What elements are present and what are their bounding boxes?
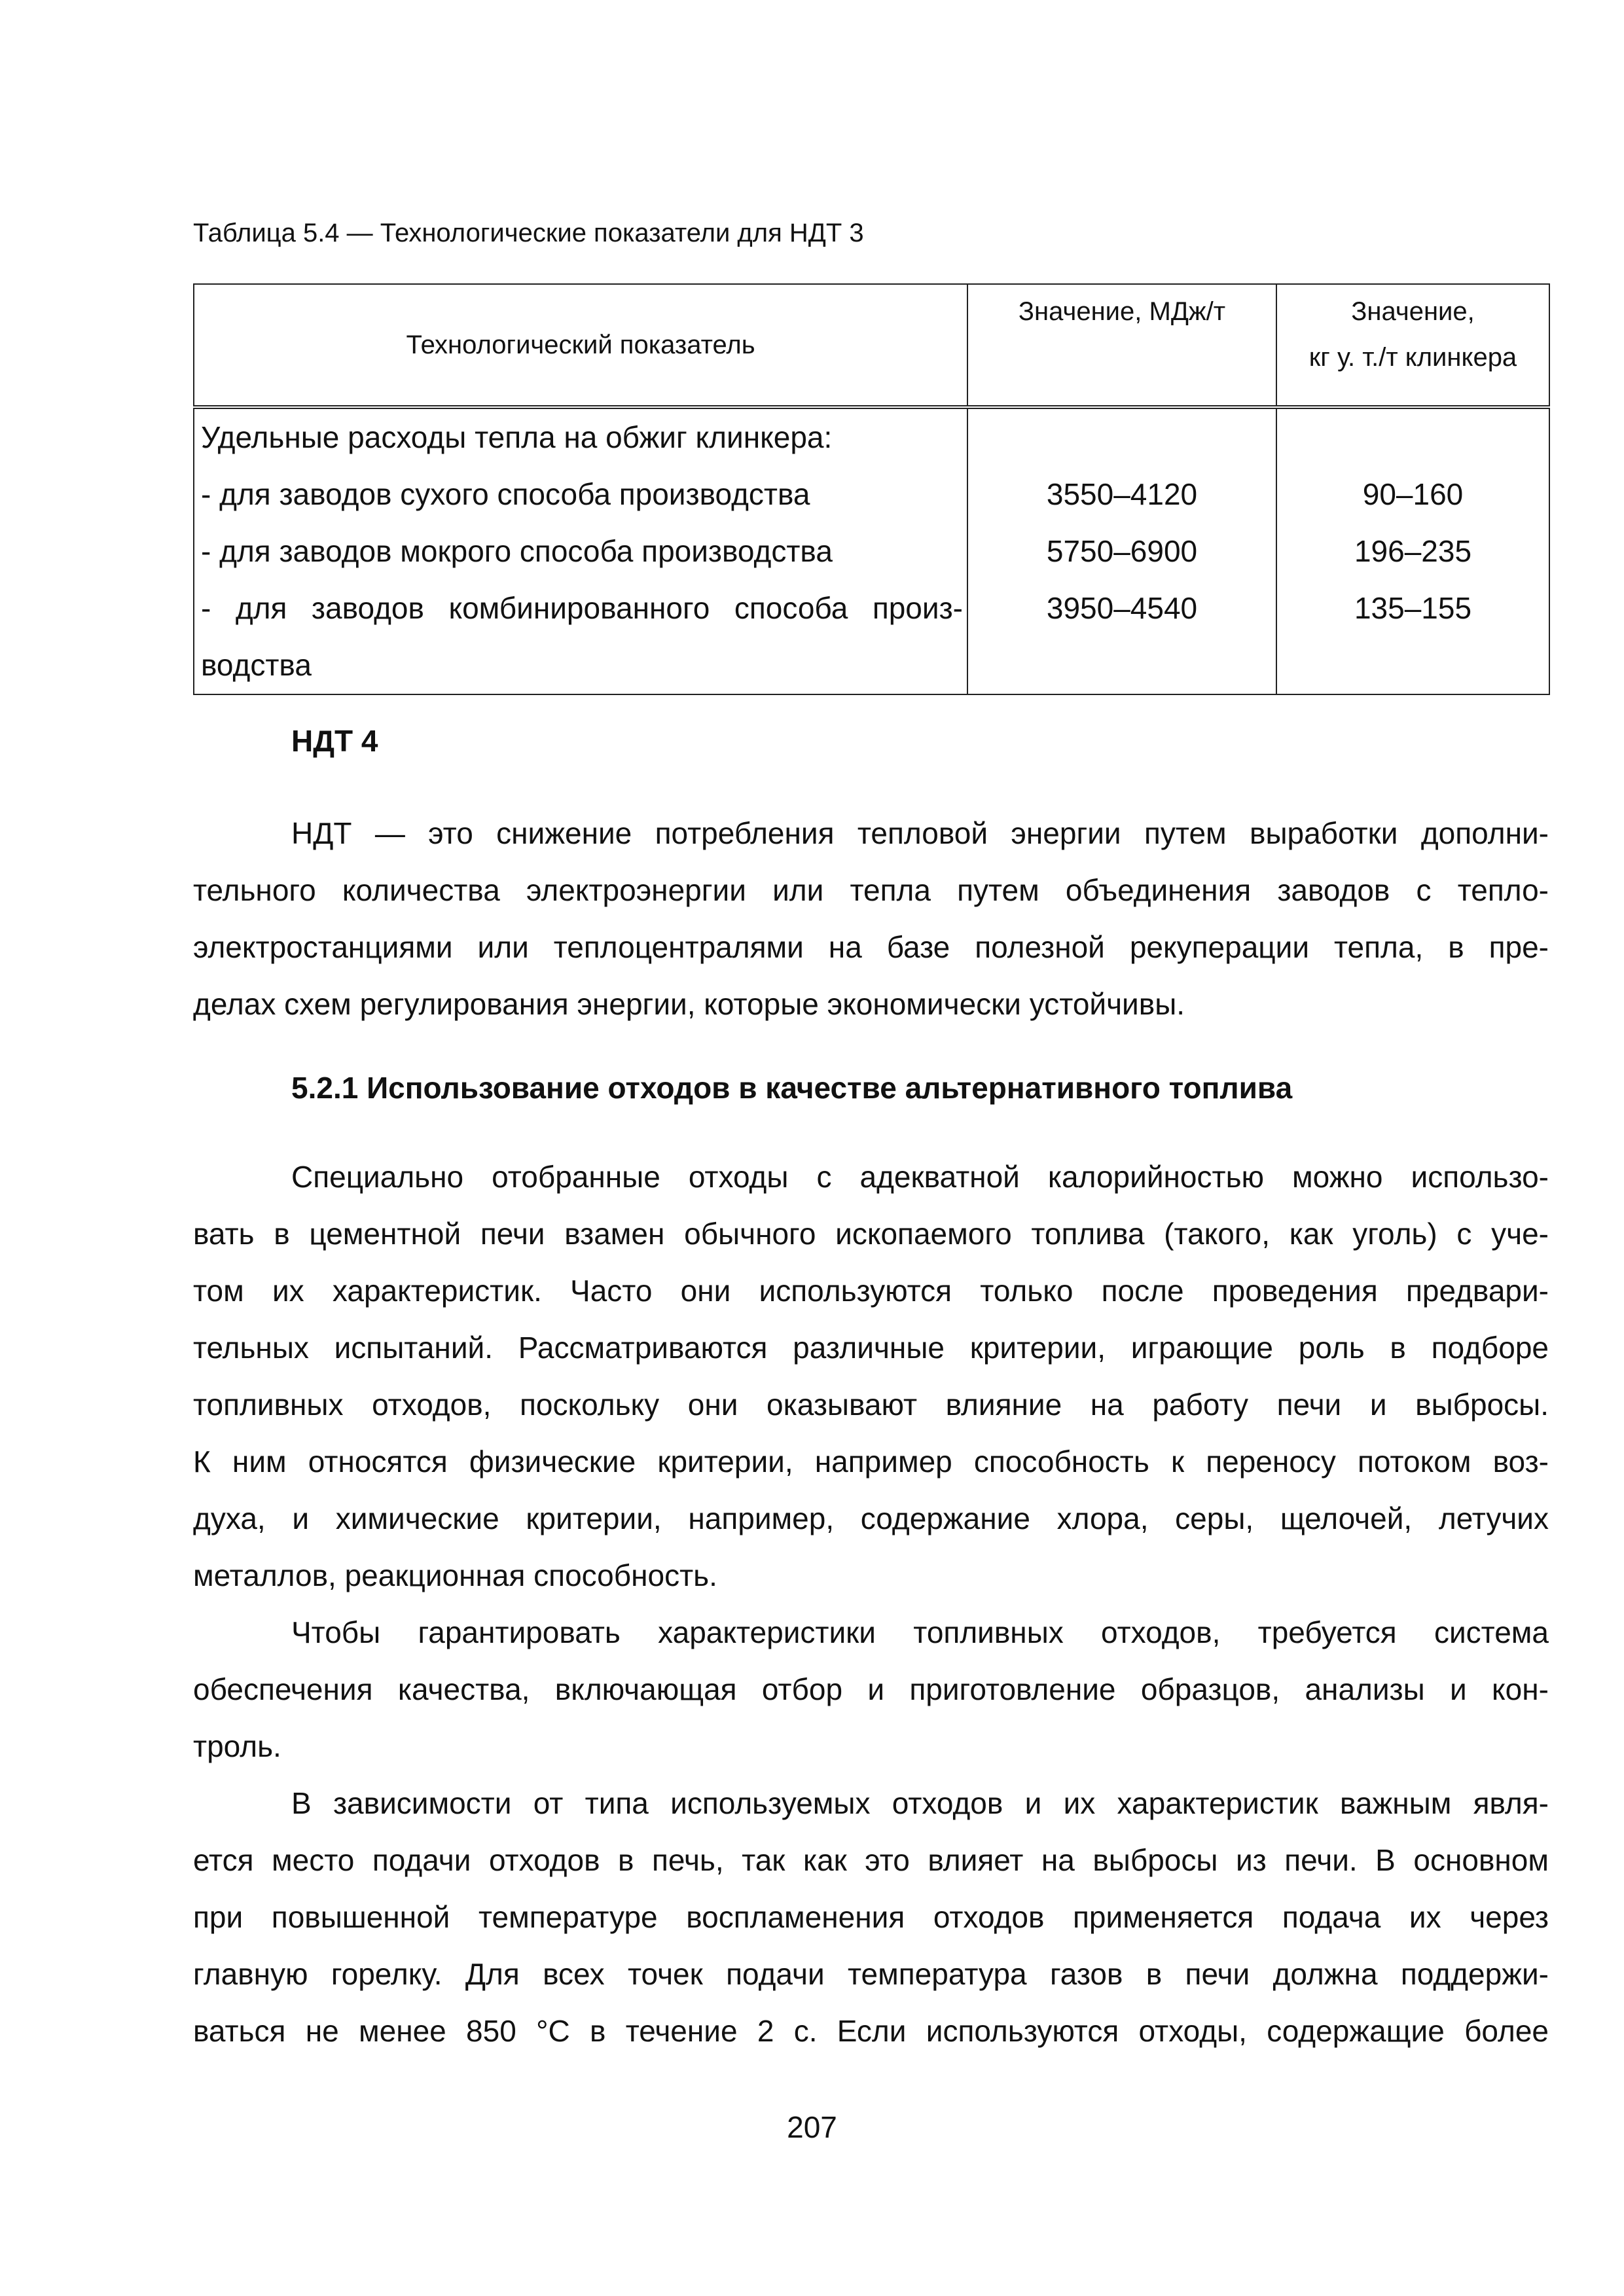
text-line: Чтобы гарантировать характеристики топливных отходов, требуется система xyxy=(291,1615,1549,1649)
value-mj: 5750–6900 xyxy=(1046,534,1198,568)
text-line: ваться не менее 850 °С в течение 2 с. Если используются отходы, содержащие более xyxy=(193,2014,1549,2048)
indicator-line: водства xyxy=(201,648,312,682)
value-kg: 196–235 xyxy=(1354,534,1472,568)
value-kg xyxy=(1277,637,1549,694)
header-value-mj: Значение, МДж/т xyxy=(967,284,1276,407)
technological-indicators-table xyxy=(193,283,1550,695)
value-mj xyxy=(968,637,1276,694)
table-header-row xyxy=(194,284,1549,407)
text-line: К ним относятся физические критерии, например способность к переносу потоком воз- xyxy=(193,1444,1549,1479)
text-line: делах схем регулирования энергии, которые экономически устойчивы. xyxy=(193,987,1185,1021)
page-number: 207 xyxy=(787,2110,837,2144)
text-line: В зависимости от типа используемых отходов и их характеристик важным явля- xyxy=(291,1786,1549,1820)
indicator-line: Удельные расходы тепла на обжиг клинкера: xyxy=(201,420,833,454)
text-line: НДТ — это снижение потребления тепловой энергии путем выработки дополни- xyxy=(291,816,1549,850)
paragraph-1 xyxy=(193,1149,1549,1604)
value-kg-cell xyxy=(1276,407,1549,694)
indicator-cell xyxy=(194,407,967,694)
value-mj: 3550–4120 xyxy=(1046,477,1198,511)
paragraph-2 xyxy=(193,1604,1549,1775)
text-line: при повышенной температуре воспламенения отходов применяется подача их через xyxy=(193,1900,1549,1934)
header-indicator: Технологический показатель xyxy=(194,284,967,407)
text-line: ется место подачи отходов в печь, так как это влияет на выбросы из печи. В основном xyxy=(193,1843,1549,1877)
indicator-line: - для заводов сухого способа производства xyxy=(201,477,810,511)
text-line: тельных испытаний. Рассматриваются различные критерии, играющие роль в подборе xyxy=(193,1331,1549,1365)
text-line: троль. xyxy=(193,1729,281,1763)
indicator-line: - для заводов комбинированного способа произ- xyxy=(201,591,963,625)
value-mj xyxy=(968,409,1276,466)
paragraph-ndt4 xyxy=(193,805,1549,1033)
text-line: электростанциями или теплоцентралями на базе полезной рекуперации тепла, в пре- xyxy=(193,930,1549,964)
text-line: духа, и химические критерии, например, содержание хлора, серы, щелочей, летучих xyxy=(193,1501,1549,1535)
text-line: топливных отходов, поскольку они оказывают влияние на работу печи и выбросы. xyxy=(193,1388,1549,1422)
text-line: том их характеристик. Часто они используются только после проведения предвари- xyxy=(193,1274,1549,1308)
value-mj-cell xyxy=(967,407,1276,694)
indicator-line: - для заводов мокрого способа производства xyxy=(201,534,833,568)
value-kg: 135–155 xyxy=(1354,591,1472,625)
paragraph-3 xyxy=(193,1775,1549,2060)
section-heading: 5.2.1 Использование отходов в качестве альтернативного топлива xyxy=(291,1071,1293,1105)
text-line: тельного количества электроэнергии или тепла путем объединения заводов с тепло- xyxy=(193,873,1549,907)
heading-ndt4: НДТ 4 xyxy=(291,724,378,758)
table-caption: Таблица 5.4 — Технологические показатели для НДТ 3 xyxy=(193,219,864,247)
value-kg xyxy=(1277,409,1549,466)
header-value-kg: Значение, кг у. т./т клинкера xyxy=(1276,284,1549,407)
value-kg: 90–160 xyxy=(1362,477,1464,511)
text-line: вать в цементной печи взамен обычного ископаемого топлива (такого, как уголь) с уче- xyxy=(193,1217,1549,1251)
text-line: Специально отобранные отходы с адекватной калорийностью можно использо- xyxy=(291,1160,1549,1194)
text-line: главную горелку. Для всех точек подачи температура газов в печи должна поддержи- xyxy=(193,1957,1549,1991)
table-row xyxy=(194,407,1549,694)
text-line: обеспечения качества, включающая отбор и приготовление образцов, анализы и кон- xyxy=(193,1672,1549,1706)
value-mj: 3950–4540 xyxy=(1046,591,1198,625)
text-line: металлов, реакционная способность. xyxy=(193,1558,717,1592)
